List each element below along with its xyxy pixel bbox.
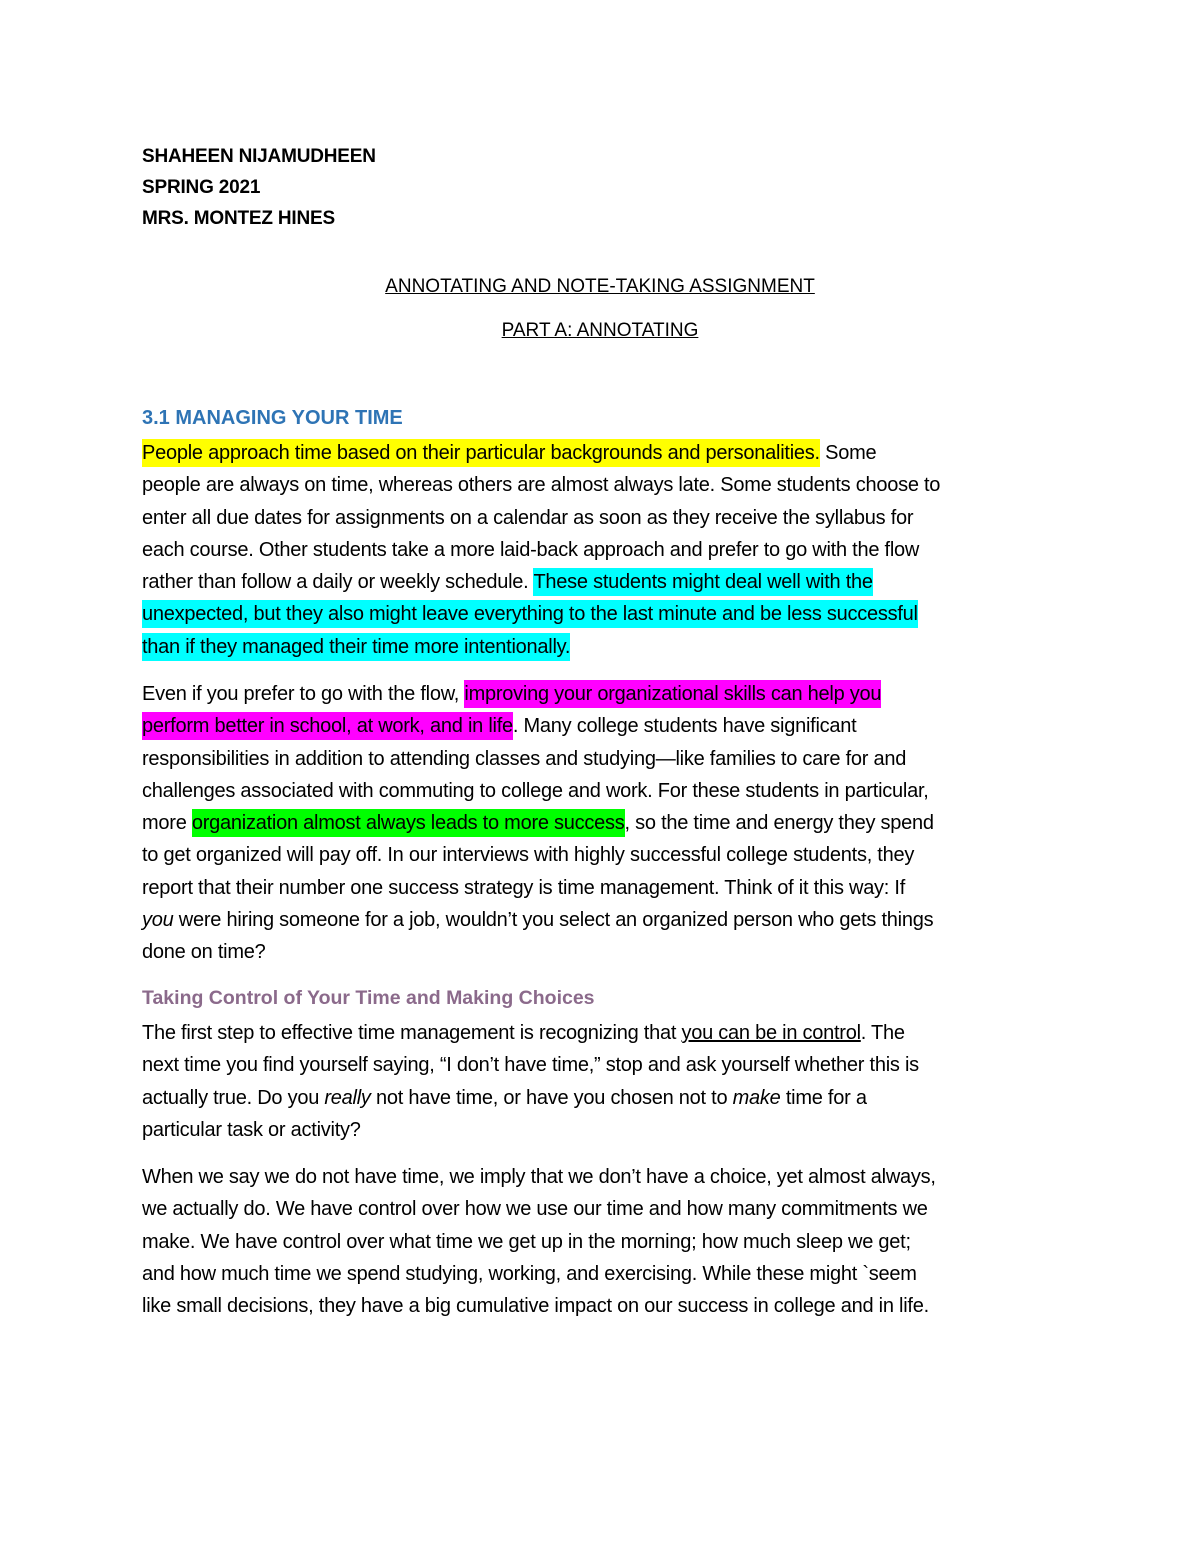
text-line [142,1290,936,1322]
text-line [142,1114,919,1146]
text-line [142,1193,936,1225]
italic-text: you [142,909,174,932]
text-segment: challenges associated with commuting to college and work. For these students in particular, [142,779,929,802]
text-line [142,502,940,534]
paragraph-1 [142,437,940,663]
text-line [142,469,940,501]
assignment-title-text: ANNOTATING AND NOTE-TAKING ASSIGNMENT [385,276,815,297]
text-line [142,936,934,968]
part-title [0,320,1200,342]
text-segment: we actually do. We have control over how we use our time and how many commitments we [142,1198,928,1221]
text-line [142,872,934,904]
student-name: SHAHEEN NIJAMUDHEEN [142,146,376,167]
text-line [142,807,934,839]
text-line [142,1226,936,1258]
text-segment: actually true. Do you [142,1086,325,1109]
text-line [142,566,940,598]
text-segment: not have time, or have you chosen not to [370,1086,733,1109]
text-segment: were hiring someone for a job, wouldn’t you select an organized person who gets things [173,909,934,932]
italic-text: really [324,1086,371,1109]
text-line [142,1082,919,1114]
text-line [142,437,940,469]
highlighted-text-magenta: perform better in school, at work, and in life [142,712,513,740]
text-segment: people are always on time, whereas others are almost always late. Some students choose to [142,474,941,497]
text-line [142,598,940,630]
text-line [142,1017,919,1049]
text-segment: , so the time and energy they spend [624,812,934,835]
text-segment: done on time? [142,941,266,964]
text-line [142,904,934,936]
part-title-text: PART A: ANNOTATING [501,320,699,341]
text-segment: The first step to effective time management is recognizing that [142,1022,682,1044]
text-line [142,1161,936,1193]
text-segment: to get organized will pay off. In our interviews with highly successful college students, they [142,844,915,867]
section-heading: 3.1 MANAGING YOUR TIME [142,407,403,429]
text-segment: report that their number one success strategy is time management. Think of it this way: If [142,876,906,899]
text-line [142,775,934,807]
paragraph-4 [142,1161,936,1322]
assignment-title [0,276,1200,298]
underlined-text: you can be in control [681,1022,861,1044]
paragraph-3 [142,1017,919,1146]
text-line [142,678,934,710]
text-segment: particular task or activity? [142,1118,361,1141]
text-line [142,710,934,742]
text-line [142,631,940,663]
text-line [142,534,940,566]
highlighted-text-yellow: People approach time based on their particular backgrounds and personalities. [142,439,820,467]
text-segment: enter all due dates for assignments on a calendar as soon as they receive the syllabus for [142,506,914,529]
text-segment: and how much time we spend studying, working, and exercising. While these might `seem [142,1262,917,1285]
text-segment: rather than follow a daily or weekly schedule. [142,571,534,594]
paragraph-2 [142,678,934,969]
text-segment: When we say we do not have time, we imply that we don’t have a choice, yet almost always, [142,1166,936,1188]
highlighted-text-magenta: improving your organizational skills can help you [464,680,881,708]
instructor: MRS. MONTEZ HINES [142,208,335,229]
highlighted-text-cyan: than if they managed their time more intentionally. [142,633,570,661]
text-line [142,1049,919,1081]
text-segment: . Many college students have significant [512,715,857,738]
text-segment: Some [819,442,877,464]
term: SPRING 2021 [142,177,261,198]
text-segment: more [142,812,192,835]
text-segment: . The [860,1022,905,1044]
text-line [142,743,934,775]
text-line [142,839,934,871]
text-line [142,1258,936,1290]
italic-text: make [732,1086,781,1109]
highlighted-text-cyan: unexpected, but they also might leave everything to the last minute and be less successful [142,600,918,628]
text-segment: time for a [780,1086,867,1109]
text-segment: next time you find yourself saying, “I don’t have time,” stop and ask yourself whether this is [142,1054,919,1077]
subheading: Taking Control of Your Time and Making Choices [142,987,595,1009]
highlighted-text-cyan: These students might deal well with the [533,568,872,596]
text-segment: Even if you prefer to go with the flow, [142,683,465,705]
text-segment: responsibilities in addition to attending classes and studying—like families to care for and [142,747,907,770]
text-segment: each course. Other students take a more laid-back approach and prefer to go with the flow [142,538,920,561]
text-segment: make. We have control over what time we get up in the morning; how much sleep we get; [142,1230,911,1253]
highlighted-text-green: organization almost always leads to more success [192,809,625,837]
text-segment: like small decisions, they have a big cumulative impact on our success in college and in life. [142,1295,929,1318]
